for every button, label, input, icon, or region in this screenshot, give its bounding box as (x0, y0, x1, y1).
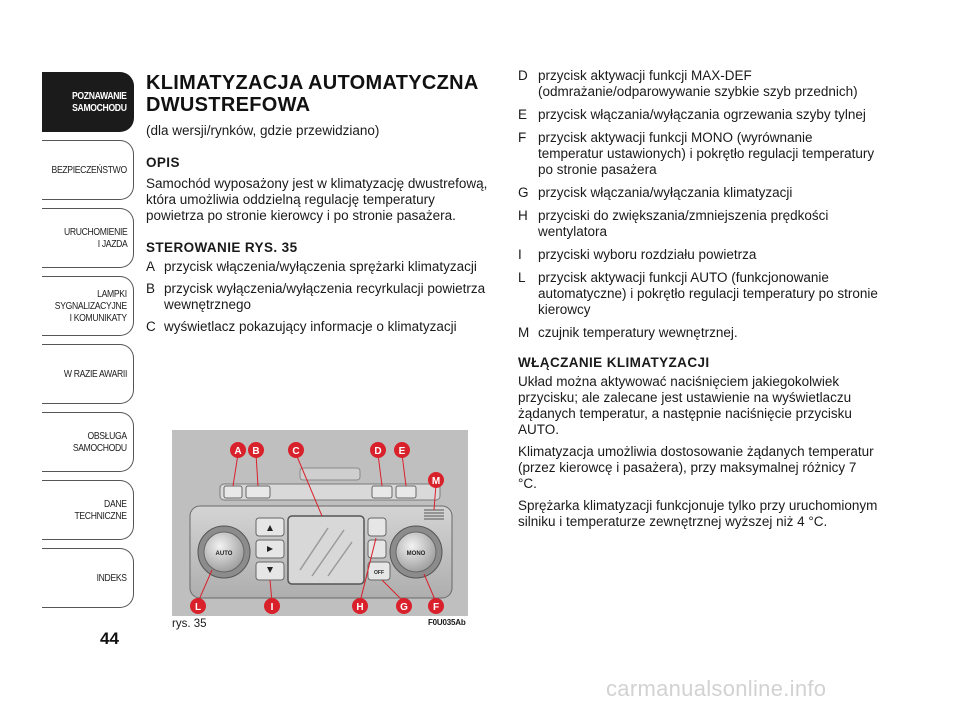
opis-text: Samochód wyposażony jest w klimatyzację dwustrefową, która umożliwia oddzielną regulację temperatury powietrza po stronie kierowcy i po stronie pasażera. (146, 176, 488, 223)
page-title-line2: DWUSTREFOWA (146, 94, 311, 116)
wlaczanie-paragraph-2: Klimatyzacja umożliwia dostosowanie żądanych temperatur (przez kierowcę i pasażera), przy maksymalnej różnicy 7 °C. (518, 444, 874, 491)
wlaczanie-heading: WŁĄCZANIE KLIMATYZACJI (518, 355, 710, 370)
list-item (518, 130, 878, 178)
opis-section (146, 155, 496, 224)
tab-w-razie-awarii[interactable] (42, 344, 134, 404)
list-item (518, 68, 878, 100)
climate-panel-illustration (172, 430, 468, 616)
item-letter: E (518, 107, 528, 122)
svg-text:A: A (234, 446, 242, 457)
callout-b (248, 442, 264, 458)
list-item (518, 325, 878, 341)
wlaczanie-paragraph-1: Układ można aktywować naciśnięciem jakiegokolwiek przycisku; ale zalecane jest ustawienie na wyświetlaczu żądanych temperatur, a następnie naciśnięcie przycisku AUTO. (518, 374, 852, 437)
callout-e (394, 442, 410, 458)
knob-mono-label: MONO (406, 551, 426, 557)
svg-text:C: C (292, 446, 300, 457)
callout-f (428, 598, 444, 614)
svg-text:M: M (431, 476, 441, 487)
callout-i (264, 598, 280, 614)
figure-code: F0U035Ab (428, 618, 466, 627)
figure-caption: rys. 35 (172, 618, 207, 630)
callout-g (396, 598, 412, 614)
tab-bezpieczenstwo[interactable] (42, 140, 134, 200)
item-letter: I (518, 247, 522, 262)
list-item (518, 270, 878, 318)
item-text: przycisk aktywacji funkcji AUTO (funkcjonowanie automatyczne) i pokrętło regulacji temperatury po stronie kierowcy (538, 270, 878, 317)
chapter-sidebar (42, 72, 134, 616)
svg-text:B: B (252, 446, 260, 457)
item-letter: A (146, 259, 156, 274)
tab-indeks[interactable] (42, 548, 134, 608)
list-item (146, 281, 496, 313)
fan-down (368, 540, 386, 558)
svg-text:D: D (374, 446, 382, 457)
tab-uruchomienie-i-jazda[interactable] (42, 208, 134, 268)
list-item (518, 208, 878, 240)
item-text: przyciski do zwiększania/zmniejszenia prędkości wentylatora (538, 208, 829, 239)
knob-auto-label: AUTO (215, 551, 233, 557)
right-column (518, 68, 878, 530)
item-text: przyciski wyboru rozdziału powietrza (538, 247, 757, 262)
off-label: OFF (374, 570, 384, 576)
item-letter: B (146, 281, 156, 296)
sterowanie-list (146, 259, 496, 335)
tab-label: OBSŁUGA SAMOCHODU (73, 430, 127, 454)
page-number: 44 (100, 629, 119, 648)
callout-a (230, 442, 246, 458)
tab-label: INDEKS (96, 572, 127, 584)
callout-c (288, 442, 304, 458)
tab-lampki-sygnalizacyjne[interactable] (42, 276, 134, 336)
page-subtitle: (dla wersji/rynków, gdzie przewidziano) (146, 123, 380, 138)
button-b (246, 486, 270, 498)
item-text: czujnik temperatury wewnętrznej. (538, 325, 738, 340)
page-title (146, 72, 496, 116)
item-text: przycisk włączenia/wyłączenia sprężarki klimatyzacji (164, 259, 477, 274)
item-text: przycisk włączania/wyłączania ogrzewania szyby tylnej (538, 107, 866, 122)
sterowanie-section (146, 240, 496, 335)
svg-text:L: L (194, 602, 202, 613)
item-letter: H (518, 208, 528, 223)
item-text: wyświetlacz pokazujący informacje o klimatyzacji (164, 319, 457, 334)
tab-label: LAMPKI SYGNALIZACYJNE I KOMUNIKATY (55, 288, 127, 324)
callout-d (370, 442, 386, 458)
watermark: carmanualsonline.info (606, 676, 827, 701)
svg-text:E: E (398, 446, 406, 457)
item-text: przycisk wyłączenia/wyłączenia recyrkulacji powietrza wewnętrznego (164, 281, 486, 312)
tab-poznawanie-samochodu[interactable] (42, 72, 134, 132)
callout-m (428, 472, 444, 488)
sterowanie-heading: STEROWANIE RYS. 35 (146, 240, 298, 255)
tab-label: DANE TECHNICZNE (74, 498, 127, 522)
svg-text:H: H (356, 602, 364, 613)
tab-label: W RAZIE AWARII (63, 368, 127, 380)
item-letter: F (518, 130, 527, 145)
item-letter: C (146, 319, 156, 334)
svg-text:I: I (270, 602, 274, 613)
list-item (146, 259, 496, 275)
item-text: przycisk aktywacji funkcji MAX-DEF (odmrażanie/odparowywanie szybkie szyb przednich) (538, 68, 858, 99)
callout-l (190, 598, 206, 614)
list-item (518, 247, 878, 263)
callout-h (352, 598, 368, 614)
item-letter: L (518, 270, 526, 285)
item-letter: D (518, 68, 528, 83)
item-text: przycisk aktywacji funkcji MONO (wyrównanie temperatur ustawionych) i pokrętło regulacji temperatury po stronie pasażera (538, 130, 875, 177)
tab-label: URUCHOMIENIE I JAZDA (63, 226, 127, 250)
item-text: przycisk włączania/wyłączania klimatyzacji (538, 185, 793, 200)
item-letter: M (518, 325, 530, 340)
list-item (146, 319, 496, 335)
wlaczanie-section (518, 355, 878, 530)
tab-label: POZNAWANIE SAMOCHODU (72, 90, 127, 114)
display (288, 516, 364, 584)
item-letter: G (518, 185, 529, 200)
tab-label: BEZPIECZEŃSTWO (51, 164, 127, 176)
tab-obsluga-samochodu[interactable] (42, 412, 134, 472)
button-a (224, 486, 242, 498)
left-column (146, 72, 496, 341)
svg-text:F: F (432, 602, 440, 613)
list-item (518, 185, 878, 201)
button-d (372, 486, 392, 498)
climate-panel-figure (172, 430, 468, 616)
controls-list-continued (518, 68, 878, 341)
svg-text:G: G (400, 602, 408, 613)
list-item (518, 107, 878, 123)
button-e (396, 486, 416, 498)
fan-up (368, 518, 386, 536)
top-bezel-slot (300, 468, 360, 480)
page-title-line1: KLIMATYZACJA AUTOMATYCZNA (146, 72, 479, 94)
opis-heading: OPIS (146, 155, 180, 170)
tab-dane-techniczne[interactable] (42, 480, 134, 540)
wlaczanie-paragraph-3: Sprężarka klimatyzacji funkcjonuje tylko przy uruchomionym silniku i temperaturze zewnętrznej wyższej niż 4 °C. (518, 498, 878, 529)
